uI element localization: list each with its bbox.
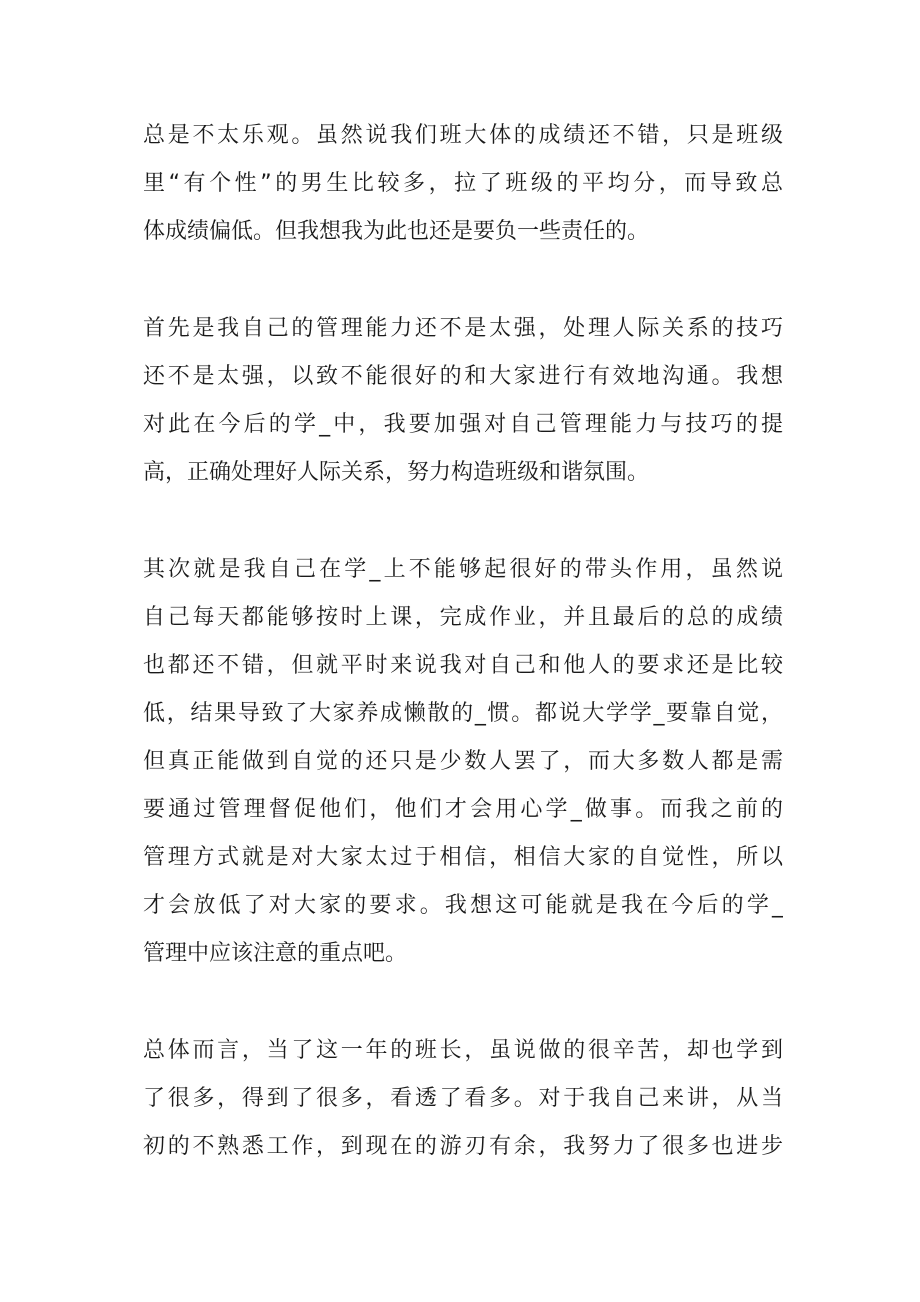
paragraph-4-line-2: 了很多，得到了很多，看透了看多。对于我自己来讲，从当 <box>143 1086 783 1111</box>
paragraph-3-line-7: 管理方式就是对大家太过于相信，相信大家的自觉性，所以 <box>143 845 783 870</box>
paragraph-1-line-1: 总是不太乐观。虽然说我们班大体的成绩还不错，只是班级 <box>143 123 783 148</box>
paragraph-3-line-4: 低，结果导致了大家养成懒散的_惯。都说大学学_要靠自觉， <box>143 701 783 726</box>
paragraph-3-line-2: 自己每天都能够按时上课，完成作业，并且最后的总的成绩 <box>143 605 783 630</box>
paragraph-3-line-8: 才会放低了对大家的要求。我想这可能就是我在今后的学_ <box>143 893 783 918</box>
paragraph-3-line-1: 其次就是我自己在学_上不能够起很好的带头作用，虽然说 <box>143 557 783 582</box>
paragraph-3-line-3: 也都还不错，但就平时来说我对自己和他人的要求还是比较 <box>143 653 783 678</box>
paragraph-3-line-9: 管理中应该注意的重点吧。 <box>143 941 408 966</box>
paragraph-1-line-3: 体成绩偏低。但我想我为此也还是要负一些责任的。 <box>143 219 650 244</box>
paragraph-1-line-2: 里“有个性”的男生比较多，拉了班级的平均分，而导致总 <box>143 171 783 196</box>
paragraph-4-line-1: 总体而言，当了这一年的班长，虽说做的很辛苦，却也学到 <box>143 1038 783 1063</box>
paragraph-3-line-5: 但真正能做到自觉的还只是少数人罢了，而大多数人都是需 <box>143 749 783 774</box>
paragraph-2-line-3: 对此在今后的学_中，我要加强对自己管理能力与技巧的提 <box>143 412 783 437</box>
paragraph-2-line-4: 高，正确处理好人际关系，努力构造班级和谐氛围。 <box>143 460 650 485</box>
paragraph-2-line-1: 首先是我自己的管理能力还不是太强，处理人际关系的技巧 <box>143 316 783 341</box>
paragraph-3-line-6: 要通过管理督促他们，他们才会用心学_做事。而我之前的 <box>143 797 783 822</box>
paragraph-4-line-3: 初的不熟悉工作，到现在的游刃有余，我努力了很多也进步 <box>143 1134 783 1159</box>
paragraph-2-line-2: 还不是太强，以致不能很好的和大家进行有效地沟通。我想 <box>143 364 783 389</box>
